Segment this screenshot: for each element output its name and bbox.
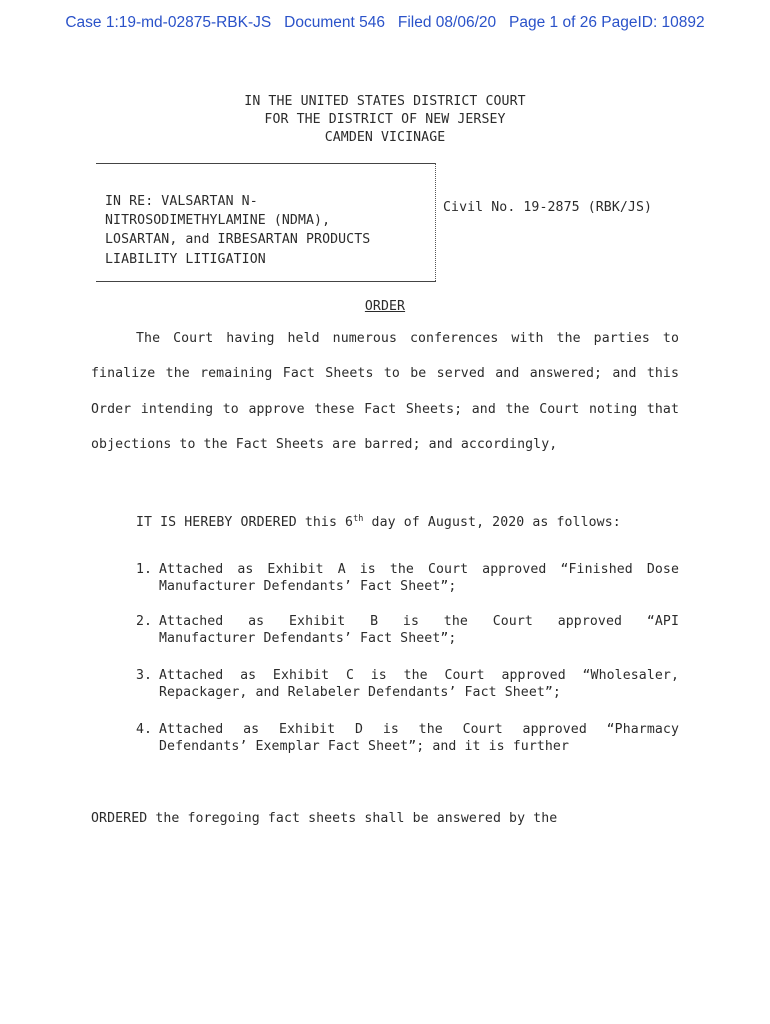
item-text-line-2: Repackager, and Relabeler Defendants’ Fact Sheet”; <box>159 685 561 701</box>
item-number: 2. <box>136 614 153 629</box>
caption-divider <box>435 163 436 281</box>
item-text-line-1: Attached as Exhibit C is the Court approved “Wholesaler, <box>159 668 679 683</box>
court-line-1: IN THE UNITED STATES DISTRICT COURT <box>244 94 526 109</box>
item-number: 3. <box>136 668 153 683</box>
order-item-2 <box>136 613 679 648</box>
order-item-1 <box>136 561 679 596</box>
item-number: 1. <box>136 562 153 577</box>
caption-line-2: NITROSODIMETHYLAMINE (NDMA), <box>105 213 331 229</box>
intro-paragraph <box>91 321 679 463</box>
court-line-2: FOR THE DISTRICT OF NEW JERSEY <box>264 112 506 127</box>
item-text-line-1: Attached as Exhibit A is the Court approved “Finished Dose <box>159 562 679 577</box>
item-text-line-2: Manufacturer Defendants’ Fact Sheet”; <box>159 579 457 595</box>
hereby-ordered-line <box>136 514 621 530</box>
ecf-header-stamp: Case 1:19-md-02875-RBK-JS Document 546 Filed 08/06/20 Page 1 of 26 PageID: 10892 <box>65 14 705 31</box>
caption-line-4: LIABILITY LITIGATION <box>105 251 266 267</box>
item-text-line-2: Defendants’ Exemplar Fact Sheet”; and it is further <box>159 739 570 755</box>
item-text-line-2: Manufacturer Defendants’ Fact Sheet”; <box>159 631 457 647</box>
order-title: ORDER <box>364 299 406 314</box>
case-caption-text <box>105 192 435 269</box>
court-line-3: CAMDEN VICINAGE <box>324 130 446 145</box>
final-ordered-line: ORDERED the foregoing fact sheets shall be answered by the <box>91 811 558 826</box>
order-item-3 <box>136 667 679 702</box>
caption-line-3: LOSARTAN, and IRBESARTAN PRODUCTS <box>105 232 371 248</box>
civil-number: Civil No. 19-2875 (RBK/JS) <box>443 200 653 215</box>
hereby-post: day of August, 2020 as follows: <box>363 515 621 530</box>
item-text-line-1: Attached as Exhibit B is the Court approved “API <box>159 614 679 629</box>
hereby-sup: th <box>353 514 364 524</box>
hereby-pre: IT IS HEREBY ORDERED this 6 <box>136 515 354 530</box>
intro-text: The Court having held numerous conferences with the parties to finalize the remaining Fact Sheets to be served and answered; and this Order intending to approve these Fact Sheets; and the Court noting that objections to the Fact Sheets are barred; and accordingly, <box>91 331 679 453</box>
court-heading <box>0 93 770 147</box>
caption-line-1: IN RE: VALSARTAN N- <box>105 194 258 209</box>
item-number: 4. <box>136 722 153 737</box>
order-item-4 <box>136 721 679 756</box>
item-text-line-1: Attached as Exhibit D is the Court approved “Pharmacy <box>159 722 679 737</box>
